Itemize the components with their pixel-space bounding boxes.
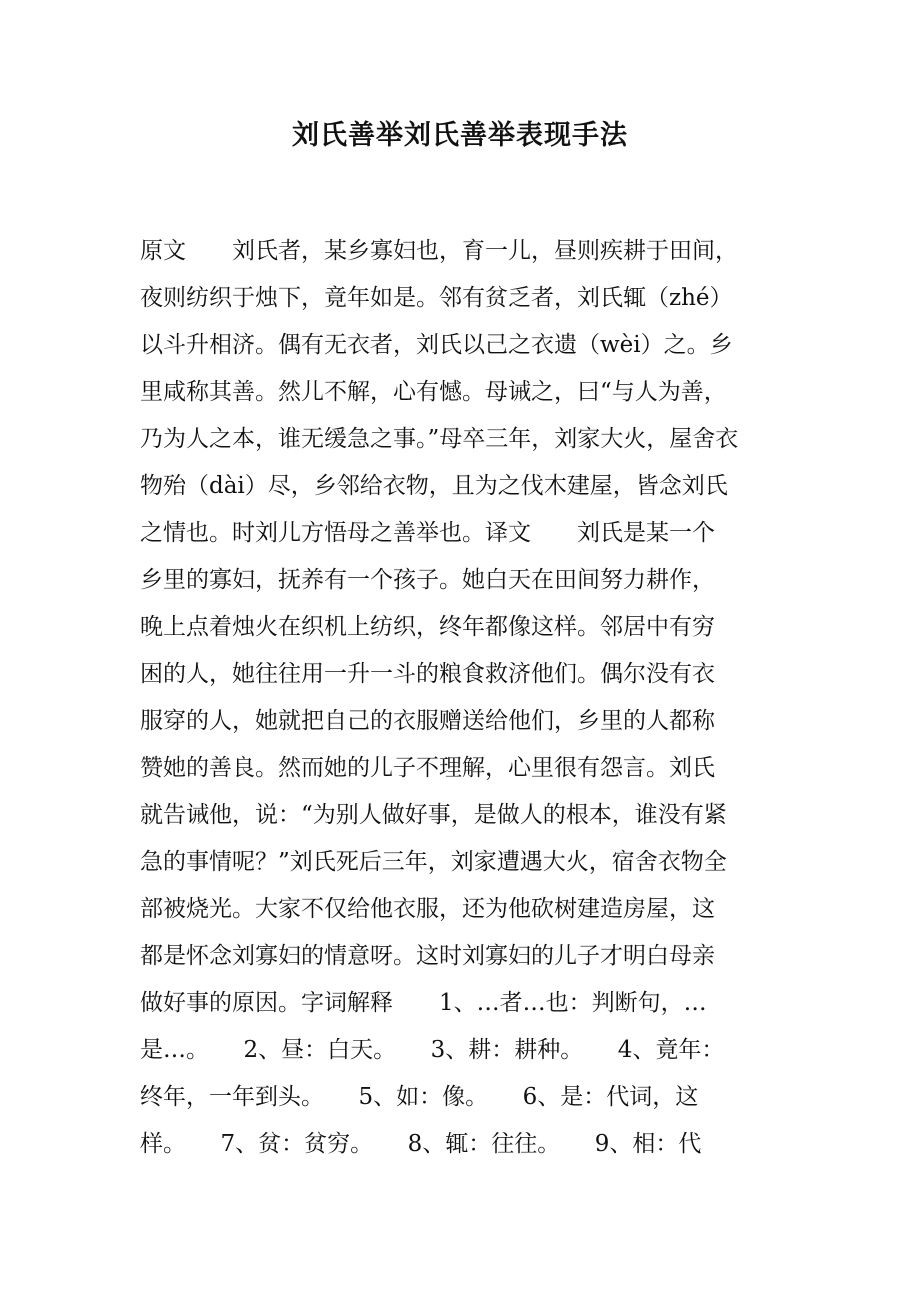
body-line: 物殆（dài）尽，乡邻给衣物，且为之伐木建屋，皆念刘氏 bbox=[140, 473, 728, 499]
body-line: 都是怀念刘寡妇的情意呀。这时刘寡妇的儿子才明白母亲 bbox=[140, 943, 715, 969]
body-line: 服穿的人，她就把自己的衣服赠送给他们，乡里的人都称 bbox=[140, 708, 715, 734]
body-line: 夜则纺织于烛下，竟年如是。邻有贫乏者，刘氏辄（zhé） bbox=[140, 285, 733, 311]
body-line: 终年，一年到头。 5、如：像。 6、是：代词，这 bbox=[140, 1084, 699, 1110]
body-line: 是…。 2、昼：白天。 3、耕：耕种。 4、竟年： bbox=[140, 1037, 725, 1063]
body-line: 以斗升相济。偶有无衣者，刘氏以己之衣遗（wèi）之。乡 bbox=[140, 332, 733, 358]
body-line: 赞她的善良。然而她的儿子不理解，心里很有怨言。刘氏 bbox=[140, 755, 715, 781]
body-line: 做好事的原因。字词解释 1、…者…也：判断句，… bbox=[140, 990, 707, 1016]
body-line: 就告诫他，说：“为别人做好事，是做人的根本，谁没有紧 bbox=[140, 802, 727, 828]
body-line: 乡里的寡妇，抚养有一个孩子。她白天在田间努力耕作， bbox=[140, 567, 715, 593]
body-line: 乃为人之本，谁无缓急之事。”母卒三年，刘家大火，屋舍衣 bbox=[140, 426, 739, 452]
body-line: 困的人，她往往用一升一斗的粮食救济他们。偶尔没有衣 bbox=[140, 661, 715, 687]
document-title: 刘氏善举刘氏善举表现手法 bbox=[292, 120, 628, 151]
body-line: 部被烧光。大家不仅给他衣服，还为他砍树建造房屋，这 bbox=[140, 896, 715, 922]
body-line: 原文 刘氏者，某乡寡妇也，育一儿，昼则疾耕于田间， bbox=[140, 238, 738, 264]
body-line: 之情也。时刘儿方悟母之善举也。译文 刘氏是某一个 bbox=[140, 520, 715, 546]
document-body bbox=[140, 228, 790, 1168]
body-line: 晚上点着烛火在织机上纺织，终年都像这样。邻居中有穷 bbox=[140, 614, 715, 640]
body-line: 里咸称其善。然儿不解，心有憾。母诫之，曰“与人为善， bbox=[140, 379, 727, 405]
body-line: 急的事情呢？”刘氏死后三年，刘家遭遇大火，宿舍衣物全 bbox=[140, 849, 727, 875]
body-line: 样。 7、贫：贫穷。 8、辄：往往。 9、相：代 bbox=[140, 1131, 702, 1157]
